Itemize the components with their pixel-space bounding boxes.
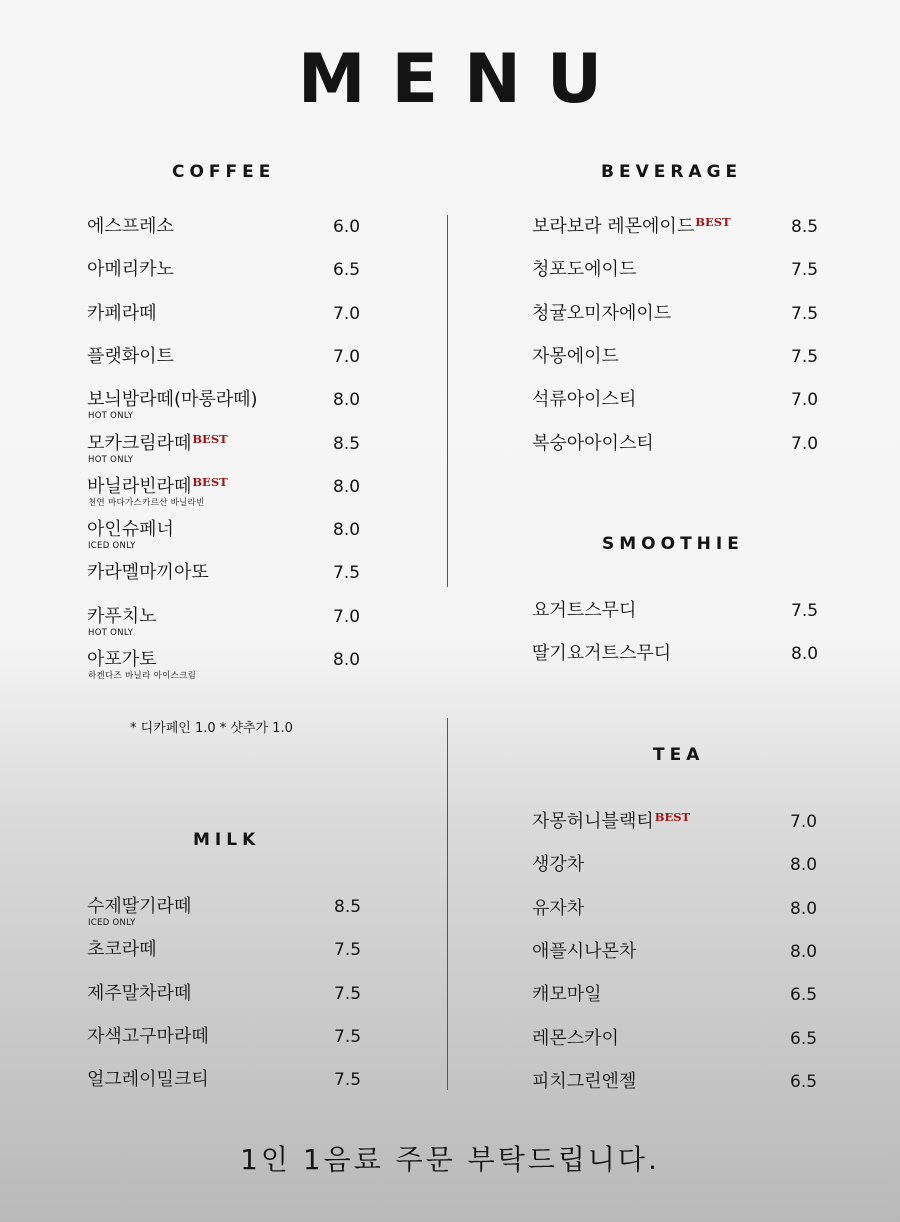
menu-item-name-text: 제주말차라떼 bbox=[87, 982, 192, 1004]
menu-item bbox=[87, 475, 373, 511]
menu-item bbox=[532, 432, 831, 468]
menu-item-name-text: 모카크림라떼 bbox=[87, 432, 192, 454]
menu-item-name bbox=[87, 432, 228, 456]
best-badge: BEST bbox=[695, 215, 731, 229]
menu-item-price: 7.5 bbox=[791, 601, 819, 621]
menu-item-name-text: 얼그레이밀크티 bbox=[87, 1069, 209, 1091]
menu-item-price: 7.0 bbox=[791, 433, 819, 454]
menu-item bbox=[87, 895, 374, 931]
menu-item-name-text: 카라멜마끼아또 bbox=[87, 562, 209, 584]
menu-item-name bbox=[87, 302, 157, 326]
best-badge: BEST bbox=[192, 431, 228, 446]
menu-item bbox=[532, 215, 831, 251]
menu-item-name-text: 초코라떼 bbox=[87, 939, 157, 961]
menu-item-note: ICED ONLY bbox=[88, 918, 136, 928]
menu-item-name-text: 아포가토 bbox=[87, 649, 157, 670]
menu-item-name bbox=[87, 388, 258, 412]
menu-item-name bbox=[532, 1027, 619, 1051]
menu-item bbox=[87, 302, 373, 338]
menu-item-name bbox=[532, 215, 731, 239]
menu-item-price: 6.5 bbox=[333, 260, 361, 281]
menu-item-price: 6.0 bbox=[333, 217, 361, 237]
menu-item-price: 8.5 bbox=[333, 433, 361, 454]
menu-item bbox=[87, 432, 373, 468]
menu-item-price: 7.5 bbox=[791, 260, 819, 281]
menu-item-name bbox=[87, 518, 174, 542]
menu-item-price: 7.0 bbox=[333, 346, 361, 367]
menu-item bbox=[87, 1025, 374, 1061]
menu-item bbox=[532, 853, 830, 889]
menu-item-note: HOT ONLY bbox=[88, 411, 134, 422]
menu-item-price: 8.0 bbox=[333, 476, 361, 497]
menu-item-name bbox=[532, 599, 636, 623]
column-divider-top bbox=[447, 215, 448, 587]
menu-item bbox=[87, 938, 374, 974]
menu-item-name bbox=[87, 605, 157, 629]
menu-item-note: HOT ONLY bbox=[88, 454, 134, 465]
menu-item bbox=[532, 302, 831, 338]
menu-item-name bbox=[532, 983, 602, 1007]
menu-item-name bbox=[532, 810, 690, 834]
menu-item-price: 7.0 bbox=[333, 606, 361, 627]
menu-item-name-text: 자몽허니블랙티 bbox=[532, 811, 654, 832]
menu-item-name-text: 요거트스무디 bbox=[532, 600, 637, 621]
menu-item-name bbox=[532, 642, 671, 666]
menu-item bbox=[532, 983, 830, 1019]
menu-item-note: ICED ONLY bbox=[88, 541, 136, 552]
menu-item-name-text: 석류아이스티 bbox=[532, 389, 637, 411]
menu-item-price: 7.5 bbox=[791, 303, 819, 324]
menu-item-price: 7.5 bbox=[791, 346, 819, 367]
menu-item bbox=[532, 258, 831, 294]
menu-item-name bbox=[532, 1070, 636, 1094]
menu-item-price: 7.0 bbox=[791, 390, 819, 411]
menu-item-price: 7.5 bbox=[334, 983, 362, 1004]
menu-item-name bbox=[532, 940, 636, 964]
menu-item-price: 8.0 bbox=[791, 644, 819, 665]
menu-item-name bbox=[87, 345, 174, 369]
smoothie-heading: SMOOTHIE bbox=[602, 534, 744, 554]
menu-item-name bbox=[532, 258, 636, 282]
menu-item-price: 7.5 bbox=[334, 1026, 362, 1047]
menu-item bbox=[532, 810, 830, 846]
menu-item bbox=[532, 940, 830, 976]
menu-item-name-text: 피치그린엔젤 bbox=[532, 1070, 637, 1092]
menu-item-name-text: 보늬밤라떼(마롱라떼) bbox=[87, 389, 258, 411]
menu-item-name bbox=[87, 938, 157, 962]
menu-item-name-text: 바닐라빈라떼 bbox=[87, 475, 192, 497]
tea-heading: TEA bbox=[653, 745, 705, 765]
menu-item-price: 7.5 bbox=[334, 940, 362, 961]
best-badge: BEST bbox=[654, 810, 691, 824]
beverage-heading: BEVERAGE bbox=[601, 162, 743, 182]
menu-item-price: 8.0 bbox=[790, 941, 818, 962]
menu-item-note: 천연 마다가스카르산 바닐라빈 bbox=[88, 497, 205, 508]
menu-item bbox=[87, 345, 373, 381]
menu-item-price: 8.0 bbox=[790, 898, 818, 919]
best-badge: BEST bbox=[192, 474, 228, 489]
menu-item-price: 8.0 bbox=[333, 650, 361, 670]
menu-item-name-text: 복숭아아이스티 bbox=[532, 432, 654, 454]
menu-item bbox=[532, 1027, 830, 1063]
menu-item-name-text: 레몬스카이 bbox=[532, 1027, 619, 1049]
menu-item-name bbox=[87, 475, 228, 499]
menu-item bbox=[87, 518, 373, 554]
menu-item bbox=[532, 345, 831, 381]
menu-item bbox=[87, 648, 373, 684]
menu-item-price: 8.0 bbox=[333, 520, 361, 541]
menu-item-name bbox=[532, 345, 619, 369]
menu-item bbox=[532, 388, 831, 424]
menu-item-name-text: 유자차 bbox=[532, 897, 585, 919]
column-divider-bottom bbox=[447, 718, 448, 1090]
menu-item-name-text: 애플시나몬차 bbox=[532, 940, 637, 962]
menu-item-name bbox=[87, 648, 157, 672]
menu-item-name bbox=[87, 258, 174, 282]
menu-item-name-text: 아메리카노 bbox=[87, 259, 174, 281]
menu-item-name-text: 카푸치노 bbox=[87, 605, 157, 627]
menu-item-name-text: 자색고구마라떼 bbox=[87, 1025, 209, 1047]
menu-item-name-text: 캐모마일 bbox=[532, 984, 602, 1006]
menu-item-name-text: 청포도에이드 bbox=[532, 259, 637, 281]
menu-item-name bbox=[87, 895, 191, 919]
menu-item-price: 8.0 bbox=[333, 390, 361, 411]
menu-item-price: 7.5 bbox=[334, 1070, 362, 1091]
menu-item-price: 6.5 bbox=[790, 1071, 818, 1092]
menu-item-name bbox=[532, 853, 584, 877]
menu-item-name-text: 카페라떼 bbox=[87, 302, 157, 324]
menu-item bbox=[87, 388, 373, 424]
menu-item bbox=[87, 258, 373, 294]
menu-item-name-text: 아인슈페너 bbox=[87, 519, 174, 541]
menu-item-name-text: 생강차 bbox=[532, 854, 585, 876]
coffee-extras-note: * 디카페인 1.0 * 샷추가 1.0 bbox=[130, 721, 293, 736]
menu-item-name bbox=[87, 561, 209, 585]
menu-item bbox=[532, 642, 831, 678]
menu-item-name-text: 딸기요거트스무디 bbox=[532, 643, 672, 665]
menu-item-name-text: 보라보라 레몬에이드 bbox=[532, 216, 695, 237]
menu-item bbox=[532, 599, 831, 635]
menu-item-note: 하겐다즈 바닐라 아이스크림 bbox=[88, 671, 197, 681]
menu-item bbox=[87, 982, 374, 1018]
menu-item-price: 8.5 bbox=[791, 217, 819, 237]
menu-item-name-text: 에스프레소 bbox=[87, 216, 174, 237]
menu-item bbox=[532, 1070, 830, 1106]
menu-item-price: 6.5 bbox=[790, 985, 818, 1006]
menu-item-name-text: 청귤오미자에이드 bbox=[532, 302, 672, 324]
menu-item-name bbox=[87, 1068, 209, 1092]
menu-item bbox=[532, 897, 830, 933]
menu-item-price: 7.0 bbox=[333, 303, 361, 324]
order-notice: 1인 1음료 주문 부탁드립니다. bbox=[240, 1143, 660, 1176]
menu-item bbox=[87, 215, 373, 251]
menu-item-name-text: 플랫화이트 bbox=[87, 345, 174, 367]
menu-item-price: 6.5 bbox=[790, 1028, 818, 1049]
menu-item-price: 8.5 bbox=[334, 897, 362, 917]
menu-item-name bbox=[87, 215, 174, 239]
menu-item-name bbox=[532, 302, 671, 326]
coffee-heading: COFFEE bbox=[172, 162, 276, 182]
menu-item-name-text: 자몽에이드 bbox=[532, 345, 619, 367]
menu-item-note: HOT ONLY bbox=[88, 627, 134, 638]
menu-title: MENU bbox=[297, 40, 629, 119]
menu-item-name bbox=[532, 897, 584, 921]
menu-item-price: 7.5 bbox=[333, 563, 361, 584]
menu-item-name bbox=[532, 388, 636, 412]
menu-item-name bbox=[87, 982, 191, 1006]
menu-item-price: 7.0 bbox=[790, 812, 818, 832]
menu-item-price: 8.0 bbox=[790, 855, 818, 876]
menu-item-name-text: 수제딸기라떼 bbox=[87, 896, 192, 917]
menu-item-name bbox=[532, 432, 654, 456]
menu-item bbox=[87, 1068, 374, 1104]
menu-item bbox=[87, 561, 373, 597]
menu-item bbox=[87, 605, 373, 641]
milk-heading: MILK bbox=[193, 830, 261, 850]
menu-item-name bbox=[87, 1025, 209, 1049]
